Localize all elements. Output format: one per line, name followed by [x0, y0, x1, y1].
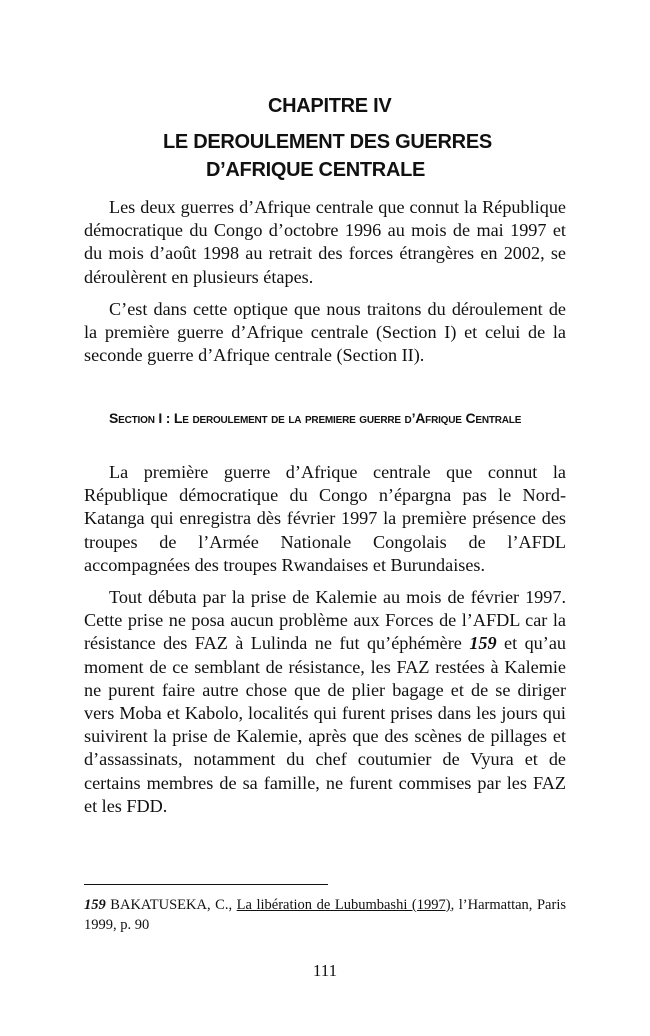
intro-text [84, 196, 566, 376]
chapter-label: CHAPITRE IV [268, 95, 392, 117]
footnote-reference[interactable]: 159 [469, 633, 497, 654]
footnote-author: BAKATUSEKA, C., [105, 897, 237, 913]
section-heading: Section I : Le deroulement de la premiere guerre d’Afrique Centrale [109, 410, 522, 426]
paragraph-text: et qu’au moment de ce semblant de résistance, les FAZ restées à Kalemie ne purent faire autre chose que de plier bagage et de se diriger vers Moba et Kabolo, localités qui furent prises dans les jours qui suivirent la prise de Kalemie, après que des scènes de pillages et d’assassinats, notamment du chef coutumier de Vyura et de certains membres de sa famille, ne furent commises par les FAZ et les FDD. [84, 633, 566, 816]
footnote [84, 895, 566, 935]
footnote-work-title: La libération de Lubumbashi (1997) [236, 897, 451, 913]
footnote-number: 159 [84, 897, 106, 913]
section-text [84, 461, 566, 827]
footnote-divider [84, 884, 328, 885]
page-number: 111 [312, 961, 338, 980]
paragraph: La première guerre d’Afrique centrale que connut la République démocratique du Congo n’épargna pas le Nord-Katanga qui enregistra dès février 1997 la première présence des troupes de l’Armée Nationale Congolais de l’AFDL accompagnées des troupes Rwandaises et Burundaises. [84, 462, 566, 575]
paragraph: Les deux guerres d’Afrique centrale que connut la République démocratique du Congo d’octobre 1996 au mois de mai 1997 et du mois d’août 1998 au retrait des forces étrangères en 2002, se déroulèrent en plusieurs étapes. [84, 197, 566, 287]
paragraph [84, 586, 566, 818]
chapter-title-line-2: D’AFRIQUE CENTRALE [206, 159, 426, 181]
paragraph: C’est dans cette optique que nous traitons du déroulement de la première guerre d’Afrique centrale (Section I) et celui de la seconde guerre d’Afrique centrale (Section II). [84, 298, 566, 366]
paragraph-text: Tout débuta par la prise de Kalemie au mois de février 1997. Cette prise ne posa aucun problème aux Forces de l’AFDL car la résistance des FAZ à Lulinda ne fut qu’éphémère [84, 587, 566, 654]
chapter-title-line-1: LE DEROULEMENT DES GUERRES [163, 131, 492, 153]
footnote-publisher: , l’Harmattan, Paris 1999, p. 90 [84, 897, 566, 933]
